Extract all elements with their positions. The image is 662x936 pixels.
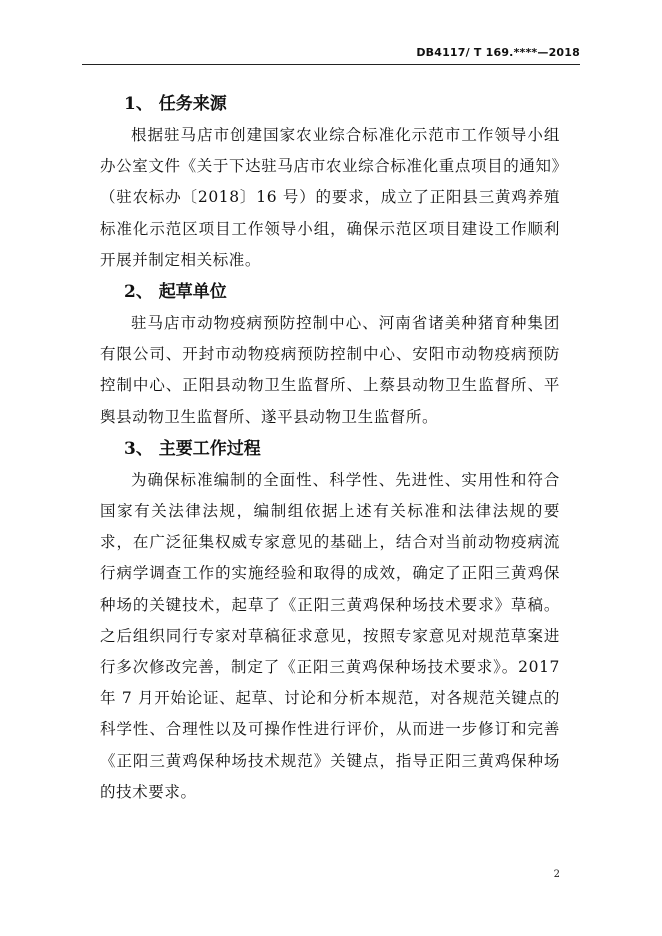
section-paragraph: 根据驻马店市创建国家农业综合标准化示范市工作领导小组办公室文件《关于下达驻马店市农业综合标准化重点项目的通知》（驻农标办〔2018〕16 号）的要求，成立了正阳县三黄鸡养殖标准化示范区项目工作领导小组，确保示范区项目建设工作顺利开展并制定相关标准。 [100, 126, 560, 269]
section-heading: 3、 主要工作过程 [124, 438, 261, 459]
section-heading: 2、 起草单位 [124, 282, 227, 303]
page-content [100, 88, 560, 808]
document-code: DB4117/ T 169.****—2018 [416, 46, 580, 59]
section-paragraph: 为确保标准编制的全面性、科学性、先进性、实用性和符合国家有关法律法规，编制组依据上述有关标准和法律法规的要求，在广泛征集权威专家意见的基础上，结合对当前动物疫病流行病学调查工作的实施经验和取得的成效，确定了正阳三黄鸡保种场的关键技术，起草了《正阳三黄鸡保种场技术要求》草稿。之后组织同行专家对草稿征求意见，按照专家意见对规范草案进行多次修改完善，制定了《正阳三黄鸡保种场技术要求》。2017 年 7 月开始论证、起草、讨论和分析本规范，对各规范关键点的科学性、合理性以及可操作性进行评价，从而进一步修订和完善《正阳三黄鸡保种场技术规范》关键点，指导正阳三黄鸡保种场的技术要求。 [100, 470, 560, 801]
section-work-process [100, 433, 560, 808]
page-number: 2 [553, 869, 560, 880]
header-rule [82, 64, 580, 65]
section-heading: 1、 任务来源 [124, 94, 227, 114]
section-drafting-units [100, 276, 560, 433]
section-task-source [100, 88, 560, 276]
section-paragraph: 驻马店市动物疫病预防控制中心、河南省诸美种猪育种集团有限公司、开封市动物疫病预防控制中心、安阳市动物疫病预防控制中心、正阳县动物卫生监督所、上蔡县动物卫生监督所、平舆县动物卫生监督所、遂平县动物卫生监督所。 [100, 314, 560, 426]
